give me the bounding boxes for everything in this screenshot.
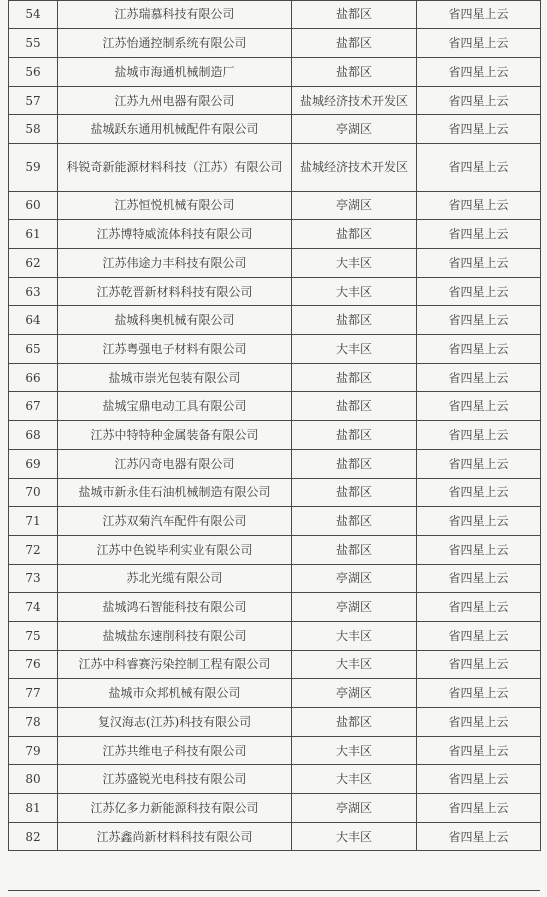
cell-level: 省四星上云	[417, 144, 541, 192]
table-row	[9, 593, 541, 622]
cell-level: 省四星上云	[417, 57, 541, 86]
cell-level: 省四星上云	[417, 650, 541, 679]
table-row	[9, 57, 541, 86]
table-row	[9, 392, 541, 421]
cell-company-name: 江苏亿多力新能源科技有限公司	[58, 794, 292, 823]
cell-company-name: 江苏恒悦机械有限公司	[58, 191, 292, 220]
cell-company-name: 盐城市海通机械制造厂	[58, 57, 292, 86]
cell-level: 省四星上云	[417, 277, 541, 306]
cell-level: 省四星上云	[417, 86, 541, 115]
cell-no: 77	[9, 679, 58, 708]
cell-no: 67	[9, 392, 58, 421]
cell-level: 省四星上云	[417, 220, 541, 249]
table-row	[9, 115, 541, 144]
table-row	[9, 621, 541, 650]
cell-district: 盐城经济技术开发区	[292, 86, 417, 115]
cell-district: 盐都区	[292, 535, 417, 564]
cell-no: 65	[9, 335, 58, 364]
cell-level: 省四星上云	[417, 507, 541, 536]
cell-no: 81	[9, 794, 58, 823]
cell-no: 54	[9, 0, 58, 29]
cell-district: 亭湖区	[292, 593, 417, 622]
cell-level: 省四星上云	[417, 115, 541, 144]
cell-no: 82	[9, 822, 58, 851]
cell-level: 省四星上云	[417, 191, 541, 220]
table-row	[9, 421, 541, 450]
table-row	[9, 794, 541, 823]
table-row	[9, 478, 541, 507]
table-row	[9, 220, 541, 249]
cell-company-name: 江苏双菊汽车配件有限公司	[58, 507, 292, 536]
cell-level: 省四星上云	[417, 564, 541, 593]
cell-company-name: 盐城科奥机械有限公司	[58, 306, 292, 335]
cell-no: 75	[9, 621, 58, 650]
table-row	[9, 249, 541, 278]
cell-level: 省四星上云	[417, 335, 541, 364]
table-row	[9, 535, 541, 564]
cell-company-name: 江苏盛锐光电科技有限公司	[58, 765, 292, 794]
cell-company-name: 江苏共维电子科技有限公司	[58, 736, 292, 765]
cell-company-name: 盐城宝鼎电动工具有限公司	[58, 392, 292, 421]
cell-level: 省四星上云	[417, 765, 541, 794]
cell-level: 省四星上云	[417, 708, 541, 737]
cell-level: 省四星上云	[417, 822, 541, 851]
cell-company-name: 盐城市众邦机械有限公司	[58, 679, 292, 708]
cell-no: 68	[9, 421, 58, 450]
cell-district: 大丰区	[292, 765, 417, 794]
cell-district: 盐都区	[292, 0, 417, 29]
table-row	[9, 335, 541, 364]
cell-no: 58	[9, 115, 58, 144]
enterprise-table-body	[9, 0, 541, 851]
cell-district: 盐都区	[292, 421, 417, 450]
cell-company-name: 江苏中特特种金属装备有限公司	[58, 421, 292, 450]
cell-district: 亭湖区	[292, 191, 417, 220]
table-row	[9, 86, 541, 115]
table-row	[9, 29, 541, 58]
cell-no: 76	[9, 650, 58, 679]
cell-level: 省四星上云	[417, 249, 541, 278]
cell-district: 亭湖区	[292, 679, 417, 708]
cell-company-name: 苏北光缆有限公司	[58, 564, 292, 593]
table-row	[9, 564, 541, 593]
cell-district: 大丰区	[292, 736, 417, 765]
table-row	[9, 363, 541, 392]
cell-district: 盐都区	[292, 29, 417, 58]
table-row	[9, 144, 541, 192]
cell-no: 55	[9, 29, 58, 58]
table-row	[9, 507, 541, 536]
cell-company-name: 盐城鸿石智能科技有限公司	[58, 593, 292, 622]
cell-level: 省四星上云	[417, 0, 541, 29]
cell-no: 78	[9, 708, 58, 737]
cell-company-name: 盐城市新永佳石油机械制造有限公司	[58, 478, 292, 507]
cell-level: 省四星上云	[417, 621, 541, 650]
cell-district: 大丰区	[292, 650, 417, 679]
table-row	[9, 191, 541, 220]
cell-level: 省四星上云	[417, 736, 541, 765]
cell-level: 省四星上云	[417, 392, 541, 421]
cell-district: 盐都区	[292, 306, 417, 335]
cell-company-name: 江苏九州电器有限公司	[58, 86, 292, 115]
cell-district: 盐城经济技术开发区	[292, 144, 417, 192]
table-row	[9, 306, 541, 335]
cell-no: 73	[9, 564, 58, 593]
cell-no: 57	[9, 86, 58, 115]
cell-district: 亭湖区	[292, 794, 417, 823]
cell-district: 大丰区	[292, 335, 417, 364]
table-bottom-border	[8, 890, 540, 891]
cell-level: 省四星上云	[417, 593, 541, 622]
cell-no: 74	[9, 593, 58, 622]
cell-company-name: 科锐奇新能源材料科技（江苏）有限公司	[58, 144, 292, 192]
cell-district: 盐都区	[292, 708, 417, 737]
cell-company-name: 江苏伟途力丰科技有限公司	[58, 249, 292, 278]
table-row	[9, 679, 541, 708]
cell-no: 80	[9, 765, 58, 794]
cell-level: 省四星上云	[417, 29, 541, 58]
cell-company-name: 盐城跃东通用机械配件有限公司	[58, 115, 292, 144]
cell-level: 省四星上云	[417, 478, 541, 507]
cell-district: 盐都区	[292, 220, 417, 249]
cell-company-name: 江苏粤强电子材料有限公司	[58, 335, 292, 364]
cell-level: 省四星上云	[417, 363, 541, 392]
cell-district: 盐都区	[292, 363, 417, 392]
cell-no: 66	[9, 363, 58, 392]
cell-no: 56	[9, 57, 58, 86]
table-row	[9, 650, 541, 679]
cell-company-name: 江苏瑞慕科技有限公司	[58, 0, 292, 29]
cell-district: 盐都区	[292, 449, 417, 478]
cell-district: 盐都区	[292, 478, 417, 507]
cell-level: 省四星上云	[417, 449, 541, 478]
cell-company-name: 江苏怡通控制系统有限公司	[58, 29, 292, 58]
cell-no: 64	[9, 306, 58, 335]
cell-level: 省四星上云	[417, 535, 541, 564]
cell-company-name: 江苏乾晋新材料科技有限公司	[58, 277, 292, 306]
cell-district: 大丰区	[292, 249, 417, 278]
cell-no: 70	[9, 478, 58, 507]
cell-no: 61	[9, 220, 58, 249]
cell-level: 省四星上云	[417, 421, 541, 450]
cell-level: 省四星上云	[417, 794, 541, 823]
cell-district: 盐都区	[292, 392, 417, 421]
cell-no: 69	[9, 449, 58, 478]
cell-company-name: 复汉海志(江苏)科技有限公司	[58, 708, 292, 737]
table-row	[9, 765, 541, 794]
cell-no: 59	[9, 144, 58, 192]
cell-district: 亭湖区	[292, 564, 417, 593]
table-row	[9, 822, 541, 851]
cell-company-name: 盐城盐东速削科技有限公司	[58, 621, 292, 650]
cell-company-name: 江苏中色锐毕利实业有限公司	[58, 535, 292, 564]
cell-no: 72	[9, 535, 58, 564]
cell-level: 省四星上云	[417, 306, 541, 335]
cell-no: 60	[9, 191, 58, 220]
table-row	[9, 277, 541, 306]
table-row	[9, 736, 541, 765]
enterprise-table	[8, 0, 541, 851]
table-row	[9, 449, 541, 478]
cell-no: 71	[9, 507, 58, 536]
table-row	[9, 708, 541, 737]
cell-no: 63	[9, 277, 58, 306]
cell-company-name: 盐城市崇光包装有限公司	[58, 363, 292, 392]
cell-district: 大丰区	[292, 822, 417, 851]
cell-company-name: 江苏鑫尚新材料科技有限公司	[58, 822, 292, 851]
cell-no: 62	[9, 249, 58, 278]
cell-level: 省四星上云	[417, 679, 541, 708]
cell-company-name: 江苏中科睿赛污染控制工程有限公司	[58, 650, 292, 679]
cell-district: 大丰区	[292, 621, 417, 650]
cell-no: 79	[9, 736, 58, 765]
table-row	[9, 0, 541, 29]
cell-district: 盐都区	[292, 57, 417, 86]
cell-district: 亭湖区	[292, 115, 417, 144]
cell-district: 大丰区	[292, 277, 417, 306]
cell-district: 盐都区	[292, 507, 417, 536]
cell-company-name: 江苏闪奇电器有限公司	[58, 449, 292, 478]
cell-company-name: 江苏博特威流体科技有限公司	[58, 220, 292, 249]
